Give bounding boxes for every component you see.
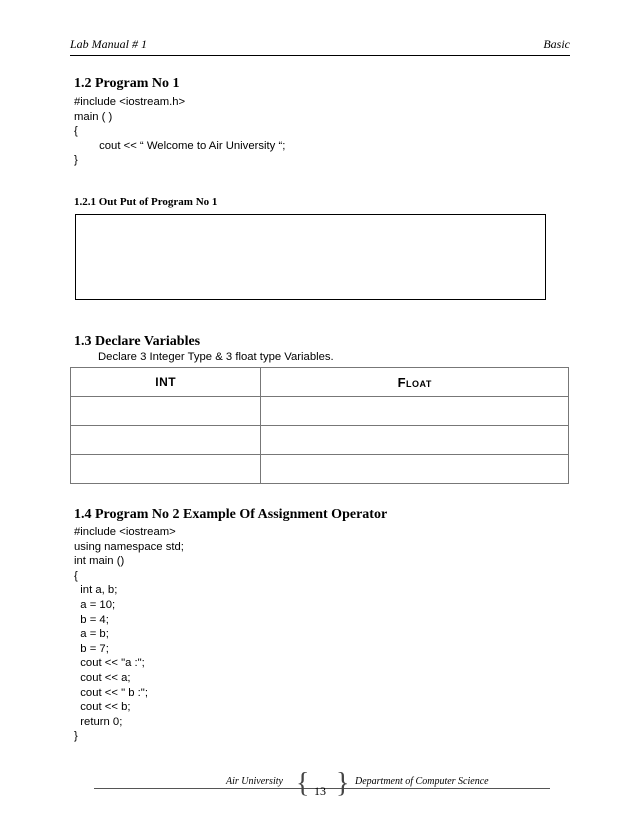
page-header (70, 35, 570, 56)
variables-table (70, 367, 569, 484)
output-box (75, 214, 546, 300)
right-brace-icon: } (336, 768, 350, 799)
page-number: 13 (314, 784, 326, 798)
table-cell (71, 426, 261, 455)
heading-program-2: 1.4 Program No 2 Example Of Assignment Operator (74, 507, 388, 522)
left-brace-icon: { (296, 768, 310, 799)
heading-declare-variables: 1.3 Declare Variables (74, 334, 201, 349)
header-title: Lab Manual # 1 (70, 37, 148, 51)
heading-output-program-1: 1.2.1 Out Put of Program No 1 (74, 196, 218, 208)
heading-program-1: 1.2 Program No 1 (74, 76, 180, 91)
code-program-2: #include <iostream> using namespace std; int main () { int a, b; a = 10; b = 4; a = b; b = 7; cout << "a :"; cout << a; cout << " b :"; cout << b; return 0; } (74, 526, 184, 743)
table-row (71, 426, 569, 455)
table-cell (71, 397, 261, 426)
declare-instructions: Declare 3 Integer Type & 3 float type Variables. (98, 351, 334, 363)
table-cell (71, 455, 261, 484)
table-header-row (71, 368, 569, 397)
column-header-int: INT (71, 368, 261, 397)
table-row (71, 455, 569, 484)
footer-institution: Air University (226, 776, 283, 787)
header-section: Basic (543, 37, 570, 51)
column-header-float: Float (261, 368, 569, 397)
code-program-1: #include <iostream.h> main ( ) { cout << “ Welcome to Air University “; } (74, 96, 286, 167)
table-cell (261, 397, 569, 426)
table-row (71, 397, 569, 426)
table-cell (261, 426, 569, 455)
footer-department: Department of Computer Science (355, 776, 489, 787)
table-cell (261, 455, 569, 484)
